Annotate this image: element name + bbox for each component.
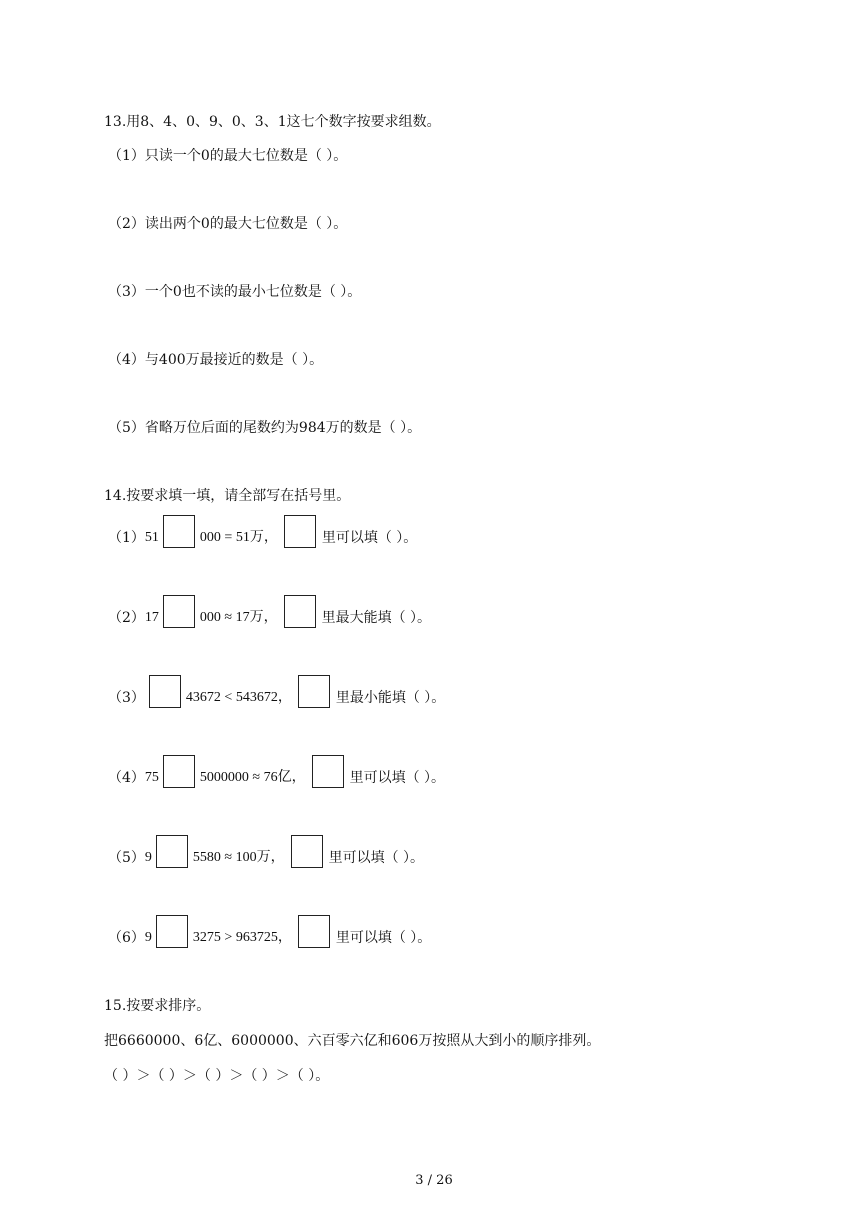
q13-item-5: （5）省略万位后面的尾数约为984万的数是（ ）。 bbox=[108, 420, 422, 436]
number-suffix: 5580 ≈ 100万， bbox=[192, 850, 285, 865]
digit-box[interactable] bbox=[156, 835, 188, 868]
q14-item-1 bbox=[108, 515, 417, 548]
q13-item-4: （4）与400万最接近的数是（ ）。 bbox=[108, 352, 324, 368]
q14-item-3 bbox=[108, 675, 445, 708]
prompt-text: 里可以填（ ）。 bbox=[349, 770, 446, 786]
number-suffix: 5000000 ≈ 76亿， bbox=[199, 770, 306, 785]
item-label: （3） bbox=[108, 690, 145, 706]
reference-box bbox=[298, 675, 330, 708]
prompt-text: 里可以填（ ）。 bbox=[335, 930, 432, 946]
q15-order-blanks: （ ）＞（ ）＞（ ）＞（ ）＞（ ）。 bbox=[104, 1068, 330, 1084]
digit-box[interactable] bbox=[163, 515, 195, 548]
q15-instruction: 把6660000、6亿、6000000、六百零六亿和606万按照从大到小的顺序排列。 bbox=[104, 1033, 601, 1049]
q13-item-2: （2）读出两个0的最大七位数是（ ）。 bbox=[108, 216, 348, 232]
number-prefix: 9 bbox=[144, 930, 152, 945]
q14-item-2 bbox=[108, 595, 431, 628]
prompt-text: 里最小能填（ ）。 bbox=[335, 690, 446, 706]
page-number: 3 / 26 bbox=[415, 1173, 453, 1188]
q14-item-6 bbox=[108, 915, 431, 948]
item-label: （1） bbox=[108, 530, 145, 546]
reference-box bbox=[312, 755, 344, 788]
number-suffix: 000 = 51万， bbox=[199, 530, 278, 545]
item-label: （6） bbox=[108, 930, 145, 946]
number-prefix: 75 bbox=[144, 770, 159, 785]
digit-box[interactable] bbox=[156, 915, 188, 948]
number-suffix: 43672 < 543672， bbox=[185, 690, 292, 705]
reference-box bbox=[284, 595, 316, 628]
number-suffix: 000 ≈ 17万， bbox=[199, 610, 278, 625]
q13-item-1: （1）只读一个0的最大七位数是（ ）。 bbox=[108, 148, 348, 164]
item-label: （2） bbox=[108, 610, 145, 626]
q14-item-5 bbox=[108, 835, 424, 868]
reference-box bbox=[298, 915, 330, 948]
prompt-text: 里可以填（ ）。 bbox=[328, 850, 425, 866]
prompt-text: 里最大能填（ ）。 bbox=[321, 610, 432, 626]
reference-box bbox=[291, 835, 323, 868]
number-prefix: 17 bbox=[144, 610, 159, 625]
item-label: （5） bbox=[108, 850, 145, 866]
reference-box bbox=[284, 515, 316, 548]
digit-box[interactable] bbox=[163, 755, 195, 788]
q15-title: 15.按要求排序。 bbox=[104, 998, 211, 1014]
q14-item-4 bbox=[108, 755, 445, 788]
number-prefix: 51 bbox=[144, 530, 159, 545]
digit-box[interactable] bbox=[149, 675, 181, 708]
number-prefix: 9 bbox=[144, 850, 152, 865]
number-suffix: 3275 > 963725， bbox=[192, 930, 292, 945]
q13-item-3: （3）一个0也不读的最小七位数是（ ）。 bbox=[108, 284, 362, 300]
q14-title: 14.按要求填一填，请全部写在括号里。 bbox=[104, 488, 351, 504]
item-label: （4） bbox=[108, 770, 145, 786]
prompt-text: 里可以填（ ）。 bbox=[321, 530, 418, 546]
q13-title: 13.用8、4、0、9、0、3、1这七个数字按要求组数。 bbox=[104, 114, 441, 130]
digit-box[interactable] bbox=[163, 595, 195, 628]
